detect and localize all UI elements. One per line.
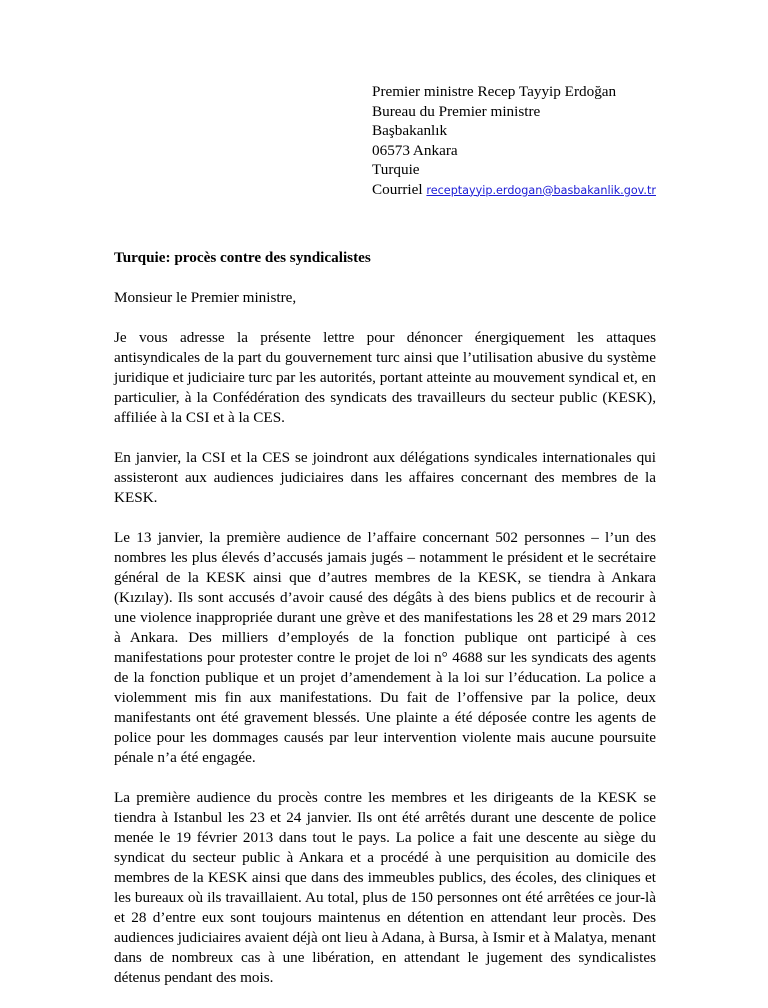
recipient-address xyxy=(372,82,752,200)
recipient-name: Premier ministre Recep Tayyip Erdoğan xyxy=(372,83,617,100)
recipient-city: 06573 Ankara xyxy=(372,141,458,159)
email-label: Courriel xyxy=(372,180,423,198)
letter-subject: Turquie: procès contre des syndicalistes xyxy=(114,249,371,266)
letter-paragraph-3: Le 13 janvier, la première audience de l’affaire concernant 502 personnes – l’un des nombres les plus élevés d’accusés jamais jugés – notamment le président et le secrétaire général de la KESK ainsi que d’autres membres de la KESK, se tiendra à Ankara (Kızılay). Ils sont accusés d’avoir causé des dégâts à des biens publics et de recourir à une violence inappropriée durant une grève et des manifestations les 28 et 29 mars 2012 à Ankara. Des milliers d’employés de la fonction publique ont participé à ces manifestations pour protester contre le projet de loi n° 4688 sur les syndicats des agents de la fonction publique et un projet d’amendement à la loi sur l’éducation. La police a violemment mis fin aux manifestations. Du fait de l’offensive par la police, deux manifestants ont été gravement blessés. Une plainte a été déposée contre les agents de police pour les dommages causés par leur intervention violente mais aucune poursuite pénale n’a été engagée. xyxy=(114,529,656,766)
recipient-email-line xyxy=(372,180,752,201)
recipient-building: Başbakanlık xyxy=(372,122,448,139)
letter-paragraph-2: En janvier, la CSI et la CES se joindront aux délégations syndicales internationales qui assisteront aux audiences judiciaires dans les affaires concernant des membres de la KESK. xyxy=(114,449,656,506)
email-link[interactable]: receptayyip.erdogan@basbakanlik.gov.tr xyxy=(426,183,656,197)
letter-body xyxy=(114,248,656,1008)
letter-greeting: Monsieur le Premier ministre, xyxy=(114,289,297,306)
recipient-country: Turquie xyxy=(372,161,420,178)
recipient-office: Bureau du Premier ministre xyxy=(372,102,541,120)
letter-paragraph-1: Je vous adresse la présente lettre pour dénoncer énergiquement les attaques antisyndicales de la part du gouvernement turc ainsi que l’utilisation abusive du système juridique et judiciaire turc par les autorités, portant atteinte au mouvement syndical et, en particulier, à la Confédération des syndicats des travailleurs du secteur public (KESK), affiliée à la CSI et à la CES. xyxy=(114,329,656,426)
letter-paragraph-4: La première audience du procès contre les membres et les dirigeants de la KESK se tiendra à Istanbul les 23 et 24 janvier. Ils ont été arrêtés durant une descente de police menée le 19 février 2013 dans tout le pays. La police a fait une descente au siège du syndicat du secteur public à Ankara et a procédé à une perquisition au domicile des membres de la KESK ainsi que dans des immeubles publics, des écoles, des cliniques et les bureaux où ils travaillaient. Au total, plus de 150 personnes ont été arrêtées ce jour-là et 28 d’entre eux sont toujours maintenus en détention en attendant leur procès. Des audiences judiciaires avaient déjà ont lieu à Adana, à Bursa, à Ismir et à Malatya, menant dans de nombreux cas à une libération, en attendant le jugement des syndicalistes détenus pendant des mois. xyxy=(114,789,656,986)
